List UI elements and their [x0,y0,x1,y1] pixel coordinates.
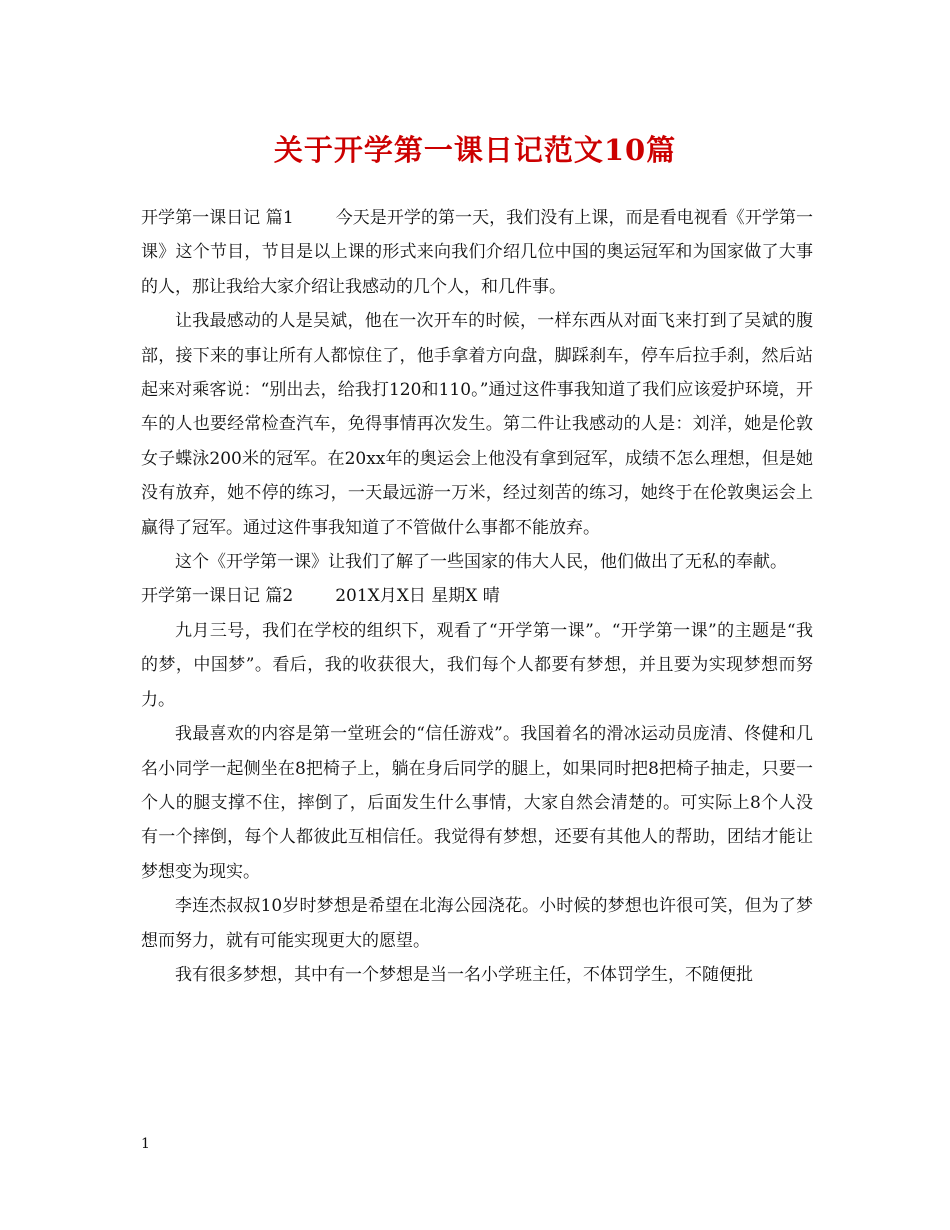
paragraph-3: 这个《开学第一课》让我们了解了一些国家的伟大人民，他们做出了无私的奉献。 [175,552,787,573]
paragraph-6: 我最喜欢的内容是第一堂班会的“信任游戏”。我国着名的滑冰运动员庞清、佟健和几名小同学一起侧坐在8把椅子上，躺在身后同学的腿上，如果同时把8把椅子抽走，只要一个人的腿支撑不住，摔倒了，后面发生什么事情，大家自然会清楚的。可实际上8个人没有一个摔倒，每个人都彼此互相信任。我觉得有梦想，还要有其他人的帮助，团结才能让梦想变为现实。 [141,724,813,882]
paragraph-8: 我有很多梦想，其中有一个梦想是当一名小学班主任，不体罚学生，不随便批 [175,964,753,985]
paragraph-7: 李连杰叔叔10岁时梦想是希望在北海公园浇花。小时候的梦想也许很可笑，但为了梦想而努力，就有可能实现更大的愿望。 [141,896,813,951]
paragraph-5: 九月三号，我们在学校的组织下，观看了“开学第一课”。“开学第一课”的主题是“我的梦，中国梦”。看后，我的收获很大，我们每个人都要有梦想，并且要为实现梦想而努力。 [141,620,813,710]
paragraph-1 [141,201,813,304]
document-body [141,201,813,992]
paragraph-1-text: 今天是开学的第一天，我们没有上课，而是看电视看《开学第一课》这个节目，节目是以上课的形式来向我们介绍几位中国的奥运冠军和为国家做了大事的人，那让我给大家介绍让我感动的几个人，和几件事。 [141,208,813,297]
document-title: 关于开学第一课日记范文10篇 [273,133,677,167]
paragraph-2: 让我最感动的人是吴斌，他在一次开车的时候，一样东西从对面飞来打到了吴斌的腹部，接下来的事让所有人都惊住了，他手拿着方向盘，脚踩刹车，停车后拉手刹，然后站起来对乘客说：“别出去，给我打120和110。”通过这件事我知道了我们应该爱护环境，开车的人也要经常检查汽车，免得事情再次发生。第二件让我感动的人是：刘洋，她是伦敦女子蝶泳200米的冠军。在20xx年的奥运会上他没有拿到冠军，成绩不怎么理想，但是她没有放弃，她不停的练习，一天最远游一万米，经过刻苦的练习，她终于在伦敦奥运会上赢得了冠军。通过这件事我知道了不管做什么事都不能放弃。 [141,311,813,538]
section-heading-2: 开学第一课日记 篇2 [141,586,294,607]
page-number: 1 [141,1136,150,1152]
paragraph-4 [141,579,813,613]
section-heading-1: 开学第一课日记 篇1 [141,208,294,228]
diary-date-line: 201X月X日 星期X 晴 [335,586,500,607]
